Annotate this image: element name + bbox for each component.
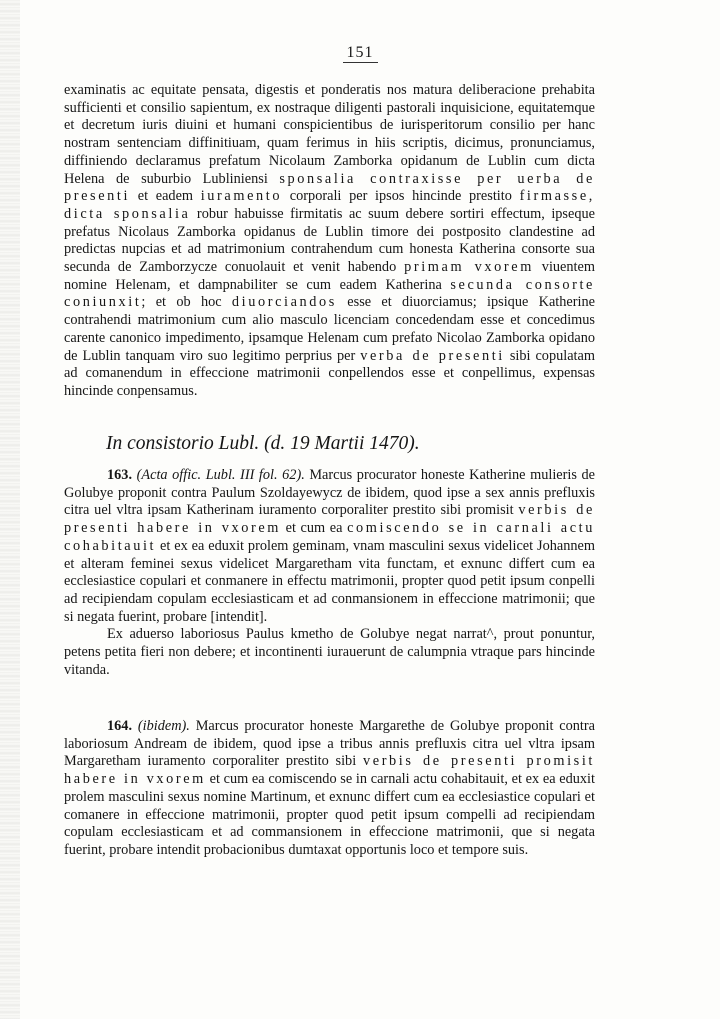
section-heading: In consistorio Lubl. (d. 19 Martii 1470). — [106, 433, 420, 454]
entry-reference: (ibidem). — [137, 718, 190, 734]
entry-163: 163. (Acta offic. Lubl. III fol. 62). Marcus procurator honeste Katherine mulieris de Golubye proponit contra Paulum Szoldayewycz de ibidem, quod ipse a sex annis prefluxis citra uel vltra ipsam Katherinam iuramento corporaliter prestito sibi promisit verbis de presenti habere in vxorem et cum ea comiscendo se in carnali actu cohabitauit et ex ea eduxit prolem geminam, vnam masculini sexus videlicet Johannem et alteram feminei sexus videlicet Margaretham vita functam, et exnunc differt cum ea ecclesiastice copulari et conmanere in effectu matrimonii, propter quod petit ipsum conpelli ad recipiendam copulam ecclesiasticam et ad conmansionem in effeccione matrimonii; que si negata fuerint, probare [intendit]. Ex aduerso laboriosus Paulus kmetho de Golubye negat narrat^, prout ponuntur, petens petita fieri non debere; et incontinenti iurauerunt de calumpnia vtraque pars hincinde vitanda. — [64, 467, 596, 678]
scanned-page-edge — [0, 0, 20, 1019]
entry-number: 164. — [107, 718, 133, 734]
entry-163-response: Ex aduerso laboriosus Paulus kmetho de Golubye negat narrat^, prout ponuntur, petens petita fieri non debere; et incontinenti iurauerunt de calumpnia vtraque pars hincinde vitanda. — [64, 626, 595, 678]
entry-164: 164. (ibidem). Marcus procurator honeste Margarethe de Golubye proponit contra laboriosum Andream de ibidem, quod ipse a tribus annis prefluxis citra uel vltra ipsam Margaretham iuramento corporaliter prestito sibi verbis de presenti promisit habere in vxorem et cum ea comiscendo se in carnali actu cohabitauit, et ex ea eduxit prolem masculini sexus nomine Martinum, et exnunc differt cum ea ecclesiastice copulari et comanere in effeccione matrimonii, propter quod petit ipsum compelli ad recipiendam copulam ecclesiasticam et ad commansionem in effeccione matrimonii, que si negata fuerint, probare intendit probacionibus dumtaxat opportunis loco et tempore suis. — [64, 718, 596, 858]
page-number: 151 — [0, 44, 720, 62]
entry-number: 163. — [107, 467, 133, 483]
paragraph-sentence-continuation: examinatis ac equitate pensata, digestis et ponderatis nos matura deliberacione prehabita sufficienti et consilio sapientum, ex nostraque diligenti pastorali inquisicione, equitatemque et decretum iuris diuini et humani conspicientibus de iurisperitorum consilio per hanc nostram sentenciam diffinitiuam, quam ferimus in hiis scriptis, dicimus, pronunciamus, diffiniendo declaramus prefatum Nicolaum Zamborka opidanum de Lublin cum dicta Helena de suburbio Lubliniensi sponsalia contraxisse per uerba de presenti et eadem iuramento corporali per ipsos hincinde prestito firmasse, dicta sponsalia robur habuisse firmitatis ac suum debere sortiri effectum, ipseque prefatus Nicolaus Zamborka opidanus de Lublin timore dei postposito clandestine ad predictas nupcias et ad matrimonium contrahendum cum honesta Katherina consorte sua secunda de Zamborzycze conuolauit et venit habendo primam vxorem viuentem nomine Helenam, et dampnabiliter se cum eadem Katherina secunda consorte coniunxit; et ob hoc diuorciandos esse et diuorciamus; ipsique Katherine contrahendi matrimonium cum alio masculo licenciam concedendam esse et concedimus carente canonico impedimento, ipsamque Helenam cum prefato Nicolao Zamborka opidano de Lublin tanquam viro suo legitimo perprius per verba de presenti sibi copulatam ad comanendum in effeccione matrimonii conpellendos esse et conpellimus, expensas hincinde conpensamus. — [64, 82, 595, 399]
entry-reference: (Acta offic. Lubl. III fol. 62). — [136, 467, 305, 483]
